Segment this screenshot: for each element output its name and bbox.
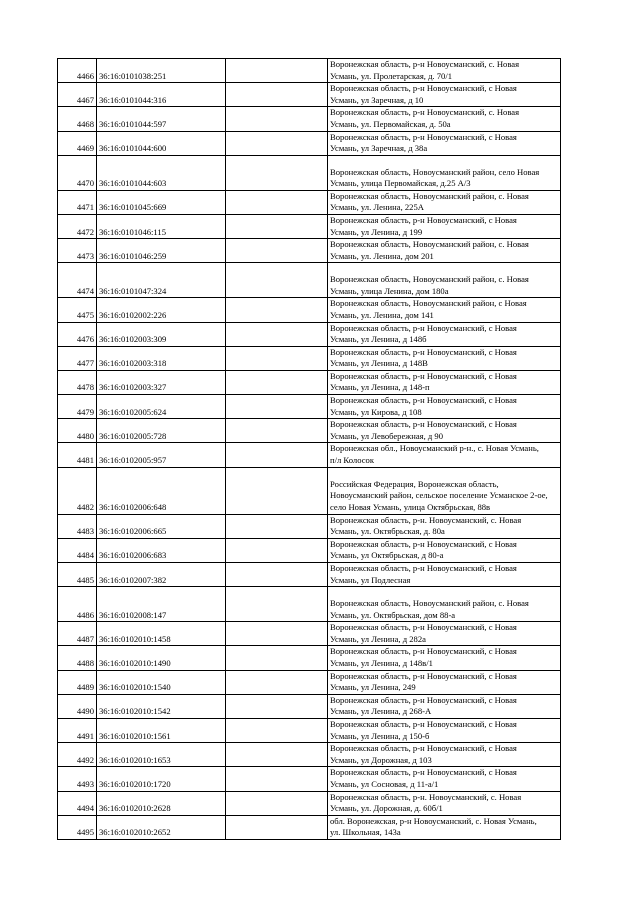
address-cell [328, 443, 561, 467]
address-line: Усмань, ул Левобережная, д 90 [330, 430, 444, 441]
empty-cell [226, 587, 328, 622]
address-line: Воронежская область, Новоусманский район, с. Новая [330, 239, 529, 250]
address-line: Воронежская область, р-н Новоусманский, с Новая [330, 322, 517, 333]
address-line: Воронежская область, р-н Новоусманский, с Новая [330, 131, 517, 142]
address-line: Воронежская область, р-н Новоусманский, с Новая [330, 718, 517, 729]
address-line: Усмань, ул Заречная, д 38а [330, 143, 428, 154]
cadastral-number-cell: 36:16:0102006:683 [97, 538, 226, 562]
table-row [58, 815, 561, 839]
address-line: Российская Федерация, Воронежская область, [330, 478, 499, 489]
cadastral-number-cell: 36:16:0102005:624 [97, 395, 226, 419]
address-line: Воронежская область, р-н Новоусманский, с Новая [330, 743, 517, 754]
empty-cell [226, 298, 328, 322]
address-line: Воронежская область, р-н Новоусманский, с Новая [330, 767, 517, 778]
empty-cell [226, 59, 328, 83]
address-line: Воронежская обл., Новоусманский р-н., с. Новая Усмань, [330, 443, 539, 454]
address-cell [328, 59, 561, 83]
table-row [58, 646, 561, 670]
row-number-cell: 4478 [58, 370, 97, 394]
address-line: Усмань, ул Сосновая, д 11-а/1 [330, 778, 439, 789]
address-line: обл. Воронежская, р-н Новоусманский, с. Новая Усмань, [330, 815, 537, 826]
address-cell [328, 767, 561, 791]
address-cell [328, 370, 561, 394]
empty-cell [226, 443, 328, 467]
address-line: Воронежская область, Новоусманский район, с Новая [330, 298, 527, 309]
table-row [58, 370, 561, 394]
address-line: Воронежская область, р-н Новоусманский, с Новая [330, 538, 517, 549]
table-row [58, 443, 561, 467]
address-cell [328, 419, 561, 443]
cadastral-number-cell: 36:16:0101045:669 [97, 190, 226, 214]
row-number-cell: 4468 [58, 107, 97, 131]
address-cell [328, 694, 561, 718]
cadastral-number-cell: 36:16:0102010:1540 [97, 670, 226, 694]
address-cell [328, 743, 561, 767]
table-row [58, 59, 561, 83]
cadastral-number-cell: 36:16:0101046:115 [97, 214, 226, 238]
address-line: ул. Школьная, 143а [330, 827, 401, 838]
row-number-cell: 4488 [58, 646, 97, 670]
address-line: Воронежская область, Новоусманский район, с. Новая [330, 598, 529, 608]
table-row [58, 298, 561, 322]
address-line: Усмань, ул. Ленина, дом 201 [330, 250, 434, 261]
table-row [58, 155, 561, 190]
cadastral-number-cell: 36:16:0101044:600 [97, 131, 226, 155]
cadastral-number-cell: 36:16:0101038:251 [97, 59, 226, 83]
address-cell [328, 83, 561, 107]
table-row [58, 190, 561, 214]
address-line: Усмань, ул Ленина, д 148В [330, 358, 428, 369]
address-line: село Новая Усмань, улица Октябрьская, 88в [330, 502, 491, 513]
address-cell [328, 263, 561, 298]
address-line: Воронежская область, р-н Новоусманский, с Новая [330, 395, 517, 406]
table-row [58, 791, 561, 815]
empty-cell [226, 83, 328, 107]
empty-cell [226, 767, 328, 791]
table-row [58, 467, 561, 514]
empty-cell [226, 694, 328, 718]
empty-cell [226, 791, 328, 815]
row-number-cell: 4475 [58, 298, 97, 322]
table-row [58, 263, 561, 298]
address-line: Воронежская область, р-н Новоусманский, с. Новая [330, 59, 520, 69]
cadastral-number-cell: 36:16:0102010:2652 [97, 815, 226, 839]
address-line: Воронежская область, р-н Новоусманский, с Новая [330, 83, 517, 94]
address-line: Воронежская область, р-н Новоусманский, с Новая [330, 563, 517, 573]
row-number-cell: 4493 [58, 767, 97, 791]
cadastral-number-cell: 36:16:0102003:318 [97, 346, 226, 370]
cadastral-number-cell: 36:16:0102006:648 [97, 467, 226, 514]
address-line: Воронежская область, р-н Новоусманский, с Новая [330, 670, 517, 681]
address-cell [328, 815, 561, 839]
address-cell [328, 131, 561, 155]
address-cell [328, 322, 561, 346]
address-cell [328, 214, 561, 238]
cadastral-number-cell: 36:16:0102002:226 [97, 298, 226, 322]
address-line: Воронежская область, Новоусманский район, с. Новая [330, 190, 529, 201]
row-number-cell: 4490 [58, 694, 97, 718]
empty-cell [226, 815, 328, 839]
address-line: Усмань, ул. Первомайская, д. 50а [330, 118, 451, 129]
empty-cell [226, 514, 328, 538]
empty-cell [226, 131, 328, 155]
table-row [58, 587, 561, 622]
table-row [58, 83, 561, 107]
empty-cell [226, 239, 328, 263]
cadastral-number-cell: 36:16:0102007:382 [97, 563, 226, 587]
address-cell [328, 239, 561, 263]
row-number-cell: 4470 [58, 155, 97, 190]
cadastral-number-cell: 36:16:0102008:147 [97, 587, 226, 622]
cadastral-number-cell: 36:16:0101047:324 [97, 263, 226, 298]
row-number-cell: 4466 [58, 59, 97, 83]
table-row [58, 563, 561, 587]
table-row [58, 346, 561, 370]
empty-cell [226, 395, 328, 419]
address-cell [328, 670, 561, 694]
empty-cell [226, 214, 328, 238]
cadastral-number-cell: 36:16:0102010:1542 [97, 694, 226, 718]
address-line: Воронежская область, р-н Новоусманский, с Новая [330, 646, 517, 657]
address-cell [328, 346, 561, 370]
row-number-cell: 4476 [58, 322, 97, 346]
address-cell [328, 395, 561, 419]
cadastral-number-cell: 36:16:0102010:2628 [97, 791, 226, 815]
table-body [58, 59, 561, 840]
address-line: Усмань, улица Ленина, дом 180а [330, 285, 449, 296]
address-line: Усмань, ул. Пролетарская, д. 70/1 [330, 70, 453, 81]
address-line: Усмань, ул. Дорожная, д. 60б/1 [330, 803, 443, 814]
row-number-cell: 4484 [58, 538, 97, 562]
row-number-cell: 4469 [58, 131, 97, 155]
address-line: Усмань, ул Кирова, д 108 [330, 406, 422, 417]
address-line: Усмань, ул Ленина, д 148б [330, 334, 427, 345]
empty-cell [226, 467, 328, 514]
address-line: Воронежская область, р-н. Новоусманский, с. Новая [330, 514, 522, 525]
table-row [58, 514, 561, 538]
address-line: Воронежская область, р-н Новоусманский, с. Новая [330, 107, 520, 118]
cadastral-number-cell: 36:16:0102003:309 [97, 322, 226, 346]
table-row [58, 214, 561, 238]
address-line: Воронежская область, Новоусманский район, с. Новая [330, 274, 529, 285]
table-row [58, 107, 561, 131]
cadastral-number-cell: 36:16:0102010:1490 [97, 646, 226, 670]
address-line: Усмань, ул Дорожная, д 103 [330, 754, 432, 765]
empty-cell [226, 743, 328, 767]
row-number-cell: 4480 [58, 419, 97, 443]
address-line: Воронежская область, р-н Новоусманский, с Новая [330, 370, 517, 381]
address-cell [328, 467, 561, 514]
cadastral-number-cell: 36:16:0102005:728 [97, 419, 226, 443]
empty-cell [226, 107, 328, 131]
address-line: Воронежская область, р-н Новоусманский, с Новая [330, 346, 517, 357]
address-line: Усмань, ул. Ленина, 225А [330, 202, 424, 213]
address-line: Усмань, ул. Ленина, дом 141 [330, 309, 434, 320]
row-number-cell: 4492 [58, 743, 97, 767]
row-number-cell: 4483 [58, 514, 97, 538]
table-row [58, 131, 561, 155]
table-row [58, 322, 561, 346]
row-number-cell: 4474 [58, 263, 97, 298]
empty-cell [226, 370, 328, 394]
address-line: Воронежская область, р-н Новоусманский, с Новая [330, 214, 517, 225]
row-number-cell: 4489 [58, 670, 97, 694]
cadastral-number-cell: 36:16:0101044:603 [97, 155, 226, 190]
address-cell [328, 298, 561, 322]
address-cell [328, 718, 561, 742]
empty-cell [226, 155, 328, 190]
empty-cell [226, 538, 328, 562]
address-line: Воронежская область, Новоусманский район, село Новая [330, 166, 540, 177]
address-line: Усмань, ул Заречная, д 10 [330, 94, 424, 105]
address-line: Усмань, ул Ленина, д 268-А [330, 706, 432, 717]
table-row [58, 395, 561, 419]
cadastral-number-cell: 36:16:0102010:1561 [97, 718, 226, 742]
address-cell [328, 622, 561, 646]
address-line: Усмань, ул Ленина, д 148в/1 [330, 657, 433, 668]
address-cell [328, 563, 561, 587]
empty-cell [226, 322, 328, 346]
address-line: Новоусманский район, сельское поселение Усманское 2-ое, [330, 490, 548, 501]
address-line: Усмань, ул. Октябрьская, д. 80а [330, 526, 445, 537]
table-row [58, 670, 561, 694]
address-line: Усмань, ул. Октябрьская, дом 88-а [330, 609, 456, 620]
row-number-cell: 4491 [58, 718, 97, 742]
table-row [58, 718, 561, 742]
row-number-cell: 4485 [58, 563, 97, 587]
property-table [57, 58, 561, 840]
address-line: Усмань, ул Ленина, д 150-б [330, 730, 430, 741]
empty-cell [226, 622, 328, 646]
row-number-cell: 4482 [58, 467, 97, 514]
cadastral-number-cell: 36:16:0102010:1720 [97, 767, 226, 791]
empty-cell [226, 419, 328, 443]
empty-cell [226, 646, 328, 670]
row-number-cell: 4481 [58, 443, 97, 467]
empty-cell [226, 670, 328, 694]
address-cell [328, 190, 561, 214]
table-row [58, 743, 561, 767]
address-line: Усмань, ул Ленина, д 199 [330, 226, 423, 237]
address-line: Воронежская область, р-н. Новоусманский, с. Новая [330, 791, 522, 802]
address-cell [328, 791, 561, 815]
address-cell [328, 107, 561, 131]
cadastral-number-cell: 36:16:0101044:597 [97, 107, 226, 131]
table-row [58, 538, 561, 562]
row-number-cell: 4473 [58, 239, 97, 263]
table-row [58, 694, 561, 718]
empty-cell [226, 718, 328, 742]
cadastral-number-cell: 36:16:0102010:1458 [97, 622, 226, 646]
cadastral-number-cell: 36:16:0101046:259 [97, 239, 226, 263]
address-line: Усмань, ул Октябрьская, д 80-а [330, 550, 444, 561]
row-number-cell: 4479 [58, 395, 97, 419]
address-cell [328, 538, 561, 562]
cadastral-number-cell: 36:16:0102005:957 [97, 443, 226, 467]
table-row [58, 622, 561, 646]
empty-cell [226, 563, 328, 587]
table-row [58, 419, 561, 443]
address-line: Усмань, ул Ленина, 249 [330, 682, 416, 693]
row-number-cell: 4477 [58, 346, 97, 370]
address-line: Усмань, улица Первомайская, д.25 А/3 [330, 178, 471, 189]
address-line: Усмань, ул Ленина, д 148-п [330, 382, 430, 393]
empty-cell [226, 190, 328, 214]
cadastral-number-cell: 36:16:0101044:316 [97, 83, 226, 107]
cadastral-number-cell: 36:16:0102006:665 [97, 514, 226, 538]
address-cell [328, 514, 561, 538]
row-number-cell: 4472 [58, 214, 97, 238]
row-number-cell: 4471 [58, 190, 97, 214]
address-line: Воронежская область, р-н Новоусманский, с Новая [330, 694, 517, 705]
address-line: Воронежская область, р-н Новоусманский, с Новая [330, 622, 517, 633]
empty-cell [226, 346, 328, 370]
row-number-cell: 4487 [58, 622, 97, 646]
address-line: Воронежская область, р-н Новоусманский, с Новая [330, 419, 517, 430]
table-row [58, 239, 561, 263]
address-cell [328, 587, 561, 622]
table-row [58, 767, 561, 791]
row-number-cell: 4486 [58, 587, 97, 622]
address-line: п/л Колосок [330, 455, 374, 466]
row-number-cell: 4495 [58, 815, 97, 839]
address-cell [328, 646, 561, 670]
address-line: Усмань, ул Ленина, д 282а [330, 633, 426, 644]
row-number-cell: 4494 [58, 791, 97, 815]
address-line: Усмань, ул Подлесная [330, 574, 411, 585]
cadastral-number-cell: 36:16:0102003:327 [97, 370, 226, 394]
row-number-cell: 4467 [58, 83, 97, 107]
cadastral-number-cell: 36:16:0102010:1653 [97, 743, 226, 767]
address-cell [328, 155, 561, 190]
empty-cell [226, 263, 328, 298]
